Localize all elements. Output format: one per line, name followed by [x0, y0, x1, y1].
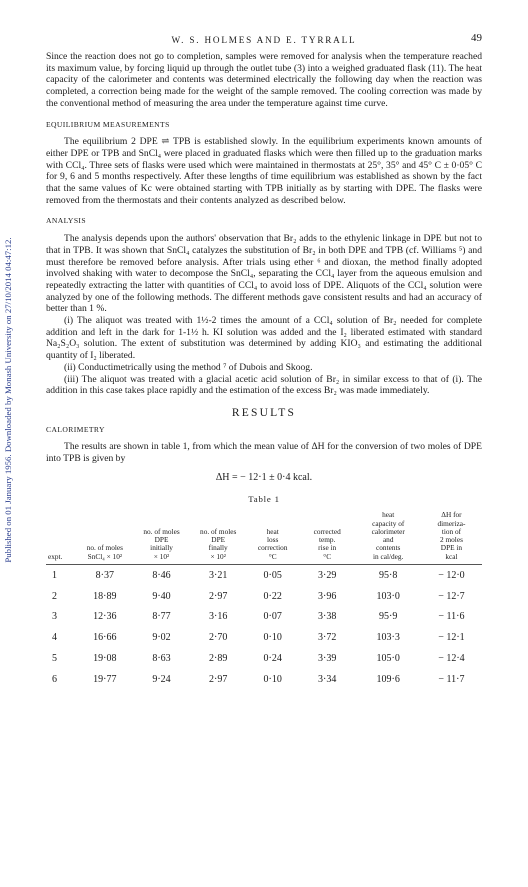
- calorimetry-heading: CALORIMETRY: [46, 424, 105, 434]
- results-heading: RESULTS: [231, 406, 297, 419]
- cell-expt: 5: [52, 652, 57, 664]
- cell-delta-h: − 12·7: [438, 590, 465, 602]
- analysis-heading: ANALYSIS: [46, 216, 86, 226]
- table-row: [46, 606, 482, 627]
- cell-heat-capacity: 103·3: [376, 632, 400, 644]
- cell-dpe-final: 2·70: [209, 632, 228, 644]
- running-head: W. S. HOLMES AND E. TYRRALL: [171, 35, 357, 45]
- analysis-paragraph: The analysis depends upon the authors' observation that Br₂ adds to the ethylenic linkage in DPE but not to that in TPB. It was shown that SnCl₄ catalyzes the substitution of Br₂ in both DPE and TPB (cf. Williams ⁵) and must therefore be removed before analysis. After trials using ether ⁶ and dioxan, the method finally adopted involved shaking with water to decompose the SnCl₄, separating the CCl₄ layer from the aqueous emulsion and repeatedly extracting the latter with quantities of CCl₄ to avoid loss of DPE. Aliquots of the CCl₄ solution were analyzed by one of the following methods. The different methods gave consistent results and had an accuracy of better than 1 %.: [46, 233, 482, 315]
- cell-heat-capacity: 109·6: [376, 673, 400, 685]
- table-caption: Table 1: [248, 493, 280, 504]
- cell-snCl4: 19·08: [93, 652, 117, 664]
- cell-delta-h: − 12·0: [438, 569, 465, 581]
- cell-temp-rise: 3·29: [318, 569, 337, 581]
- cell-snCl4: 12·36: [93, 611, 117, 623]
- cell-heat-capacity: 105·0: [376, 652, 400, 664]
- running-header: [46, 33, 482, 47]
- cell-dpe-initial: 8·77: [152, 611, 171, 623]
- cell-heat-capacity: 95·9: [379, 611, 398, 623]
- enthalpy-equation: ΔH = − 12·1 ± 0·4 kcal.: [215, 471, 313, 483]
- cell-dpe-initial: 8·46: [152, 569, 171, 581]
- method-item-i: (i) The aliquot was treated with 1½-2 times the amount of a CCl₄ solution of Br₂ needed for complete addition and left in the dark for 1-1½ h. KI solution was added and the I₂ liberated estimated with standard Na₂S₂O₃ solution. The extent of substitution was determined by adding KIO₃ and estimating the additional quantity of I₂ liberated.: [46, 315, 482, 362]
- cell-snCl4: 16·66: [93, 632, 117, 644]
- download-sidebar: [1, 100, 15, 700]
- cell-heat-loss: 0·10: [263, 673, 282, 685]
- cell-dpe-initial: 9·24: [152, 673, 171, 685]
- cell-dpe-initial: 9·02: [152, 632, 171, 644]
- table-row: [46, 669, 482, 690]
- cell-expt: 2: [52, 590, 57, 602]
- cell-temp-rise: 3·96: [318, 590, 337, 602]
- header-snCl4: no. of moles SnCl₄ × 10²: [77, 511, 134, 564]
- cell-heat-loss: 0·07: [263, 611, 282, 623]
- cell-temp-rise: 3·38: [318, 611, 337, 623]
- cell-temp-rise: 3·72: [318, 632, 337, 644]
- cell-delta-h: − 12·1: [438, 632, 465, 644]
- equilibrium-paragraph: The equilibrium 2 DPE ⇌ TPB is established slowly. In the equilibrium experiments known amounts of either DPE or TPB and SnCl₄ were placed in graduated flasks which were then filled up to the graduation marks with CCl₄. Three sets of flasks were used which were maintained in thermostats at 25°, 35° and 45° C ± 0·05° C for 9, 6 and 5 months respectively. After these lengths of time equilibrium was established as shown by the fact that the same values of Kc were obtained starting with TPB initially as by starting with DPE. The flasks were removed from the thermostats and their contents analyzed as described below.: [46, 136, 482, 206]
- cell-heat-capacity: 95·8: [379, 569, 398, 581]
- cell-snCl4: 19·77: [93, 673, 117, 685]
- table-header-row: [46, 511, 482, 564]
- header-dpe-final: no. of moles DPE finally × 10²: [190, 511, 247, 564]
- cell-expt: 4: [52, 632, 57, 644]
- paper-page: [46, 33, 482, 689]
- cell-heat-loss: 0·05: [263, 569, 282, 581]
- header-temp-rise: corrected temp. rise in °C: [299, 511, 356, 564]
- cell-delta-h: − 11·7: [438, 673, 465, 685]
- cell-dpe-final: 3·21: [209, 569, 228, 581]
- cell-dpe-final: 2·97: [209, 590, 228, 602]
- header-heat-loss: heat loss correction °C: [247, 511, 299, 564]
- table-row: [46, 564, 482, 585]
- table-row: [46, 648, 482, 669]
- download-notice: Published on 01 January 1956. Downloaded by Monash University on 27/10/2014 04:47:12.: [3, 237, 13, 563]
- results-table: [46, 511, 482, 689]
- header-dpe-initial: no. of moles DPE initially × 10²: [133, 511, 190, 564]
- cell-snCl4: 18·89: [93, 590, 117, 602]
- cell-dpe-final: 2·89: [209, 652, 228, 664]
- intro-paragraph: Since the reaction does not go to completion, samples were removed for analysis when the temperature reached its maximum value, by forcing liquid up through the outlet tube (3) into a weighed graduated flask (11). The heat capacity of the calorimeter and contents was determined electrically the following day when the reaction was completed, a correction being made for the weight of the sample removed. The cooling correction was made by the conventional method of measuring the area under the temperature against time curve.: [46, 51, 482, 109]
- cell-heat-loss: 0·22: [263, 590, 282, 602]
- table-row: [46, 627, 482, 648]
- cell-expt: 3: [52, 611, 57, 623]
- header-heat-capacity: heat capacity of calorimeter and contents in cal/deg.: [356, 511, 421, 564]
- cell-dpe-final: 2·97: [209, 673, 228, 685]
- page-number: 49: [471, 32, 482, 44]
- cell-delta-h: − 11·6: [438, 611, 465, 623]
- cell-temp-rise: 3·39: [318, 652, 337, 664]
- cell-heat-capacity: 103·0: [376, 590, 400, 602]
- cell-dpe-final: 3·16: [209, 611, 228, 623]
- method-item-iii: (iii) The aliquot was treated with a glacial acetic acid solution of Br₂ in similar excess to that of (i). The addition in this case takes place rapidly and the estimation of the excess Br₂ was made immediately.: [46, 373, 482, 397]
- header-expt: expt.: [46, 511, 77, 564]
- cell-expt: 6: [52, 673, 57, 685]
- cell-temp-rise: 3·34: [318, 673, 337, 685]
- calorimetry-paragraph: The results are shown in table 1, from which the mean value of ΔH for the conversion of two moles of DPE into TPB is given by: [46, 441, 482, 465]
- cell-dpe-initial: 8·63: [152, 652, 171, 664]
- cell-expt: 1: [52, 569, 57, 581]
- header-delta-h: ΔH for dimeriza- tion of 2 moles DPE in kcal: [421, 511, 482, 564]
- cell-snCl4: 8·37: [95, 569, 115, 581]
- equilibrium-heading: EQUILIBRIUM MEASUREMENTS: [46, 119, 170, 129]
- cell-delta-h: − 12·4: [438, 652, 465, 664]
- cell-heat-loss: 0·10: [263, 632, 282, 644]
- cell-heat-loss: 0·24: [263, 652, 282, 664]
- method-item-ii: (ii) Conductimetrically using the method ⁷ of Dubois and Skoog.: [64, 361, 313, 373]
- table-row: [46, 586, 482, 607]
- cell-dpe-initial: 9·40: [152, 590, 171, 602]
